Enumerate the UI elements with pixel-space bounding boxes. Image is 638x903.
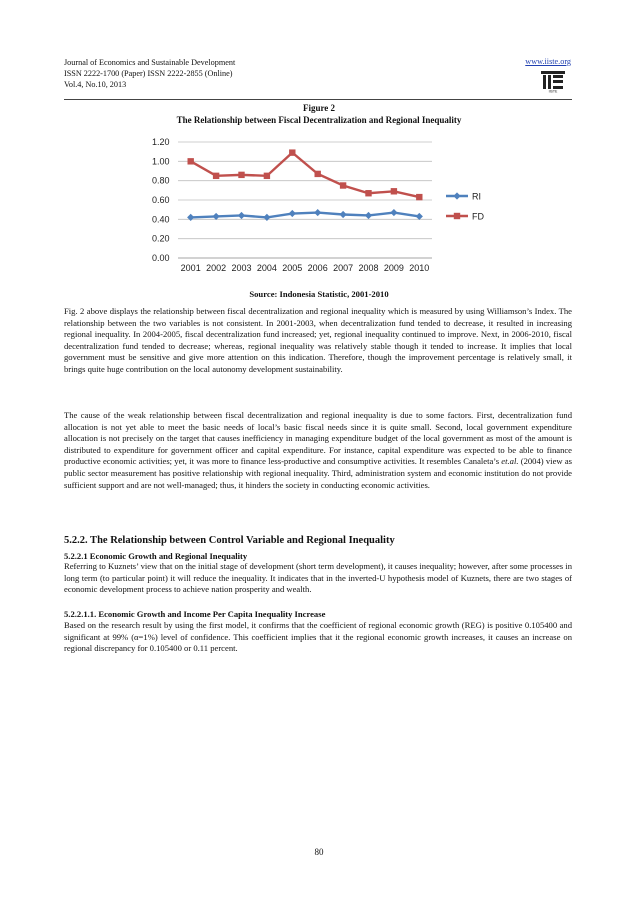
- et-al-italic: et.al.: [501, 456, 519, 467]
- data-point-FD: [289, 149, 295, 155]
- paragraph-2: [64, 410, 572, 491]
- section-heading-5-2-2: 5.2.2. The Relationship between Control Variable and Regional Inequality: [64, 535, 395, 546]
- legend-marker-FD: [454, 213, 460, 219]
- data-point-FD: [188, 158, 194, 164]
- data-point-FD: [340, 182, 346, 188]
- y-tick-label: 1.00: [152, 156, 170, 167]
- page-number: 80: [314, 847, 324, 857]
- data-point-RI: [263, 214, 270, 221]
- x-tick-label: 2005: [282, 263, 303, 273]
- data-point-FD: [264, 173, 270, 179]
- data-point-RI: [390, 209, 397, 216]
- journal-issn: ISSN 2222-1700 (Paper) ISSN 2222-2855 (Online): [64, 69, 233, 78]
- legend-label-RI: RI: [472, 191, 481, 202]
- section-heading-5-2-2-1: 5.2.2.1 Economic Growth and Regional Inequality: [64, 551, 248, 561]
- data-point-FD: [213, 173, 219, 179]
- figure-source: Source: Indonesia Statistic, 2001-2010: [249, 289, 389, 299]
- x-tick-label: 2008: [358, 263, 379, 273]
- y-tick-label: 0.60: [152, 195, 170, 205]
- y-tick-label: 0.80: [152, 175, 170, 186]
- series-line-RI: [191, 213, 420, 218]
- legend-label-FD: FD: [472, 211, 484, 222]
- paragraph-1: [64, 306, 572, 376]
- journal-header: [64, 57, 235, 90]
- data-point-RI: [365, 212, 372, 219]
- data-point-RI: [314, 209, 321, 216]
- iiste-logo: [540, 69, 566, 93]
- data-point-FD: [315, 171, 321, 177]
- x-tick-label: 2009: [383, 263, 404, 273]
- paragraph-1-text: Fig. 2 above displays the relationship between fiscal decentralization and regional inequality which is measured by using Williamson’s Index. The relationship between the two variables is not consistent. In 2001-2003, when decentralization fund tended to decrease, it resulted in increasing regional inequality. In 2004-2005, fiscal decentralization fund increased; yet, regional inequality continued to improve. Next, in 2006-2010, fiscal decentralization fund tended to decrease; whereas, regional inequality was relatively stable though it tended to increase. It implies that local government must be sensitive and give more attention on this indication. Therefore, though the improvement percentage is relatively small, it brings quite huge contribution on the local autonomy development sustainability.: [64, 306, 572, 374]
- data-point-RI: [340, 211, 347, 218]
- header-rule: [64, 99, 572, 100]
- legend-marker-RI: [453, 192, 460, 199]
- figure-title: The Relationship between Fiscal Decentralization and Regional Inequality: [176, 115, 462, 125]
- data-point-FD: [238, 172, 244, 178]
- x-tick-label: 2001: [180, 263, 201, 273]
- x-tick-label: 2007: [333, 263, 354, 273]
- y-tick-label: 0.00: [152, 253, 170, 263]
- journal-website-link[interactable]: www.iiste.org: [525, 57, 571, 66]
- paragraph-4: [64, 620, 572, 655]
- x-tick-label: 2006: [307, 263, 328, 273]
- x-tick-label: 2004: [256, 263, 277, 273]
- paragraph-4-text: Based on the research result by using the first model, it confirms that the coefficient of regional economic growth (REG) is positive 0.105400 and significant at 99% (α=1%) level of confidence. This coefficient implies that it the regional economic growth increases, it causes an increase on regional discrepancy for 0.105400 or 0.11 percent.: [64, 620, 572, 654]
- data-point-FD: [416, 194, 422, 200]
- y-tick-label: 0.20: [152, 233, 170, 244]
- section-heading-5-2-2-1-1: 5.2.2.1.1. Economic Growth and Income Per Capita Inequality Increase: [64, 609, 326, 619]
- paragraph-3: [64, 561, 572, 596]
- paragraph-3-text: Referring to Kuznets’ view that on the initial stage of development (short term development), it causes inequality; however, after some processes in long term (to particular point) it will reduce the inequality. It indicates that in the inverted-U hypothesis model of Kuznets, there are two stages of economic development process to achieve nation prosperity and wealth.: [64, 561, 572, 595]
- series-line-FD: [191, 153, 420, 197]
- x-tick-label: 2003: [231, 263, 252, 273]
- data-point-FD: [391, 188, 397, 194]
- x-tick-label: 2010: [409, 263, 430, 273]
- journal-name: Journal of Economics and Sustainable Development: [64, 58, 236, 67]
- journal-volume: Vol.4, No.10, 2013: [64, 80, 127, 89]
- data-point-FD: [365, 190, 371, 196]
- figure-label: Figure 2: [302, 103, 336, 113]
- paragraph-2-part-b: (2004) view as public sector measurement has positive relationship with regional inequality. Third, administration system and economic institution do not provide sufficient support and are not well-managed; thus, it hinders the society in conducting economic activities.: [64, 456, 572, 490]
- data-point-RI: [187, 214, 194, 221]
- paragraph-2-text: [64, 410, 572, 491]
- y-tick-label: 0.40: [152, 214, 170, 225]
- logo-text: IISTE: [548, 89, 558, 93]
- y-tick-label: 1.20: [152, 137, 170, 147]
- line-chart: [140, 128, 500, 278]
- data-point-RI: [289, 210, 296, 217]
- data-point-RI: [238, 212, 245, 219]
- paragraph-2-part-a: The cause of the weak relationship between fiscal decentralization and regional inequality is due to some factors. First, decentralization fund allocation is not yet able to meet the basic needs of local’s basic fiscal needs since it is quite small. Second, local government expenditure allocation is not precisely on the target that causes inefficiency in managing expenditure budget of the local government as most of the amount is distributed to expenditure for government officer and capital expenditure. For instance, capital expenditure was expected to be able to finance productive economic activities; yet, it was more to finance less-productive and consumptive activities. It resembles Canaleta’s: [64, 410, 572, 467]
- x-tick-label: 2002: [206, 263, 227, 273]
